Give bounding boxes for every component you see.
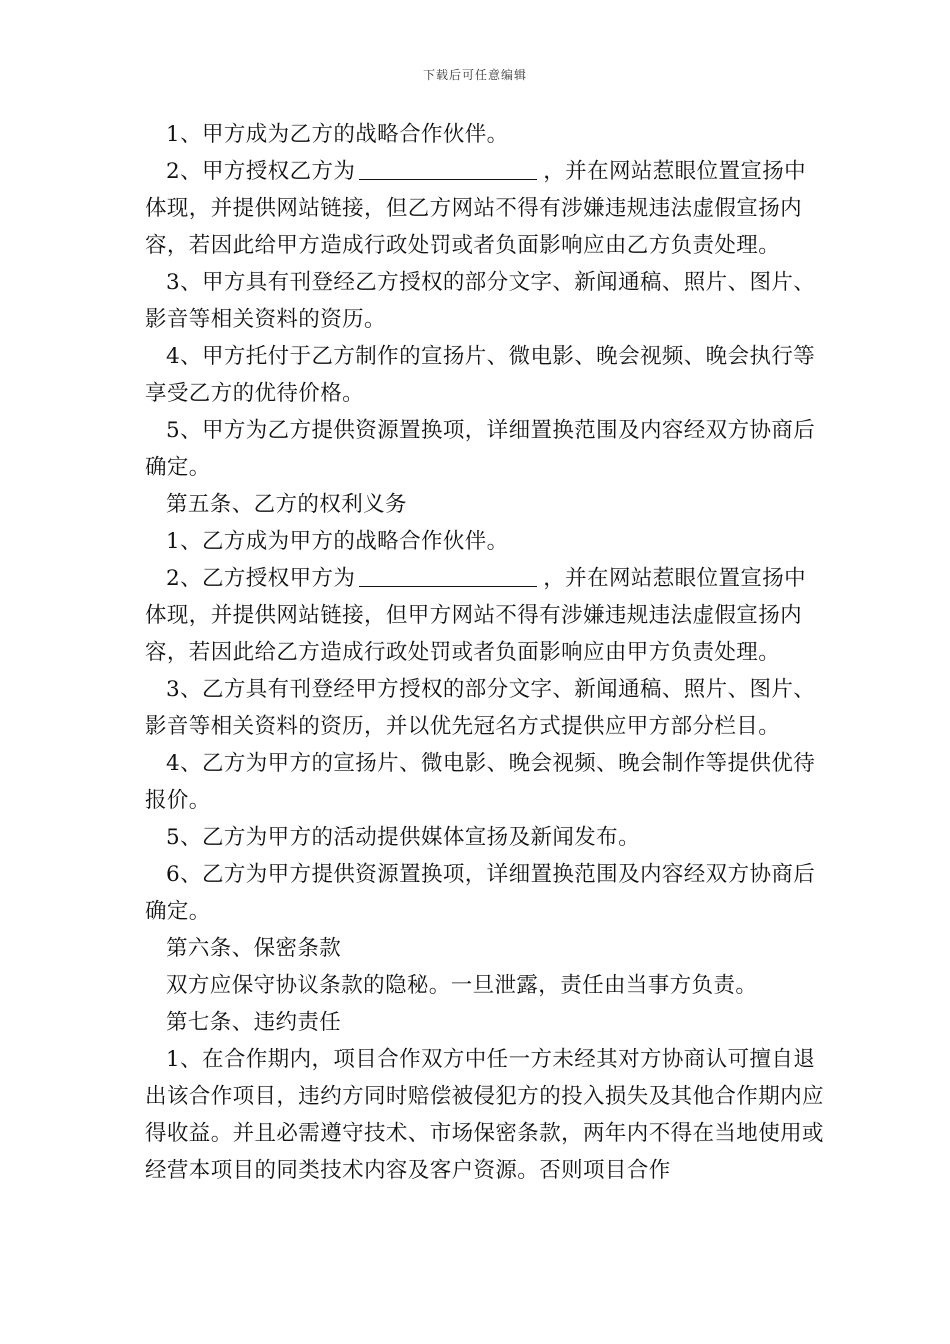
paragraph-6: 1、乙方成为甲方的战略合作伙伴。 xyxy=(166,529,509,554)
paragraph-10: 5、乙方为甲方的活动提供媒体宣扬及新闻发布。 xyxy=(166,825,640,850)
paragraph-4: 4、甲方托付于乙方制作的宣扬片、微电影、晚会视频、晚会执行等享受乙方的优待价格。 xyxy=(145,344,816,406)
page-header: 下载后可任意编辑 xyxy=(422,68,527,82)
paragraph-7-lead: 2、乙方授权甲方为 xyxy=(166,566,356,591)
section-heading-5: 第五条、乙方的权利义务 xyxy=(166,492,407,517)
fill-in-blank[interactable] xyxy=(359,564,537,587)
paragraph-9: 4、乙方为甲方的宣扬片、微电影、晚会视频、晚会制作等提供优待报价。 xyxy=(145,751,816,813)
paragraph-1: 1、甲方成为乙方的战略合作伙伴。 xyxy=(166,122,509,147)
document-body xyxy=(145,116,825,1189)
paragraph-11: 6、乙方为甲方提供资源置换项，详细置换范围及内容经双方协商后确定。 xyxy=(145,862,816,924)
paragraph-2-rest: ，并在网站惹眼位置宣扬中体现，并提供网站链接，但乙方网站不得有涉嫌违规违法虚假宣扬内容，若因此给甲方造成行政处罚或者负面影响应由乙方负责处理。 xyxy=(145,159,807,258)
fill-in-blank[interactable] xyxy=(359,157,537,180)
paragraph-8: 3、乙方具有刊登经甲方授权的部分文字、新闻通稿、照片、图片、影音等相关资料的资历，并以优先冠名方式提供应甲方部分栏目。 xyxy=(145,677,816,739)
paragraph-7-rest: ，并在网站惹眼位置宣扬中体现，并提供网站链接，但甲方网站不得有涉嫌违规违法虚假宣扬内容，若因此给乙方造成行政处罚或者负面影响应由甲方负责处理。 xyxy=(145,566,807,665)
section-heading-7: 第七条、违约责任 xyxy=(166,1010,342,1035)
paragraph-2 xyxy=(145,153,825,264)
paragraph-7 xyxy=(145,560,825,671)
paragraph-5: 5、甲方为乙方提供资源置换项，详细置换范围及内容经双方协商后确定。 xyxy=(145,418,816,480)
paragraph-12: 双方应保守协议条款的隐秘。一旦泄露，责任由当事方负责。 xyxy=(166,973,758,998)
paragraph-2-lead: 2、甲方授权乙方为 xyxy=(166,159,356,184)
section-heading-6: 第六条、保密条款 xyxy=(166,936,342,961)
paragraph-13: 1、在合作期内，项目合作双方中任一方未经其对方协商认可擅自退出该合作项目，违约方同时赔偿被侵犯方的投入损失及其他合作期内应得收益。并且必需遵守技术、市场保密条款，两年内不得在当地使用或经营本项目的同类技术内容及客户资源。否则项目合作 xyxy=(145,1047,824,1183)
paragraph-3: 3、甲方具有刊登经乙方授权的部分文字、新闻通稿、照片、图片、影音等相关资料的资历。 xyxy=(145,270,816,332)
